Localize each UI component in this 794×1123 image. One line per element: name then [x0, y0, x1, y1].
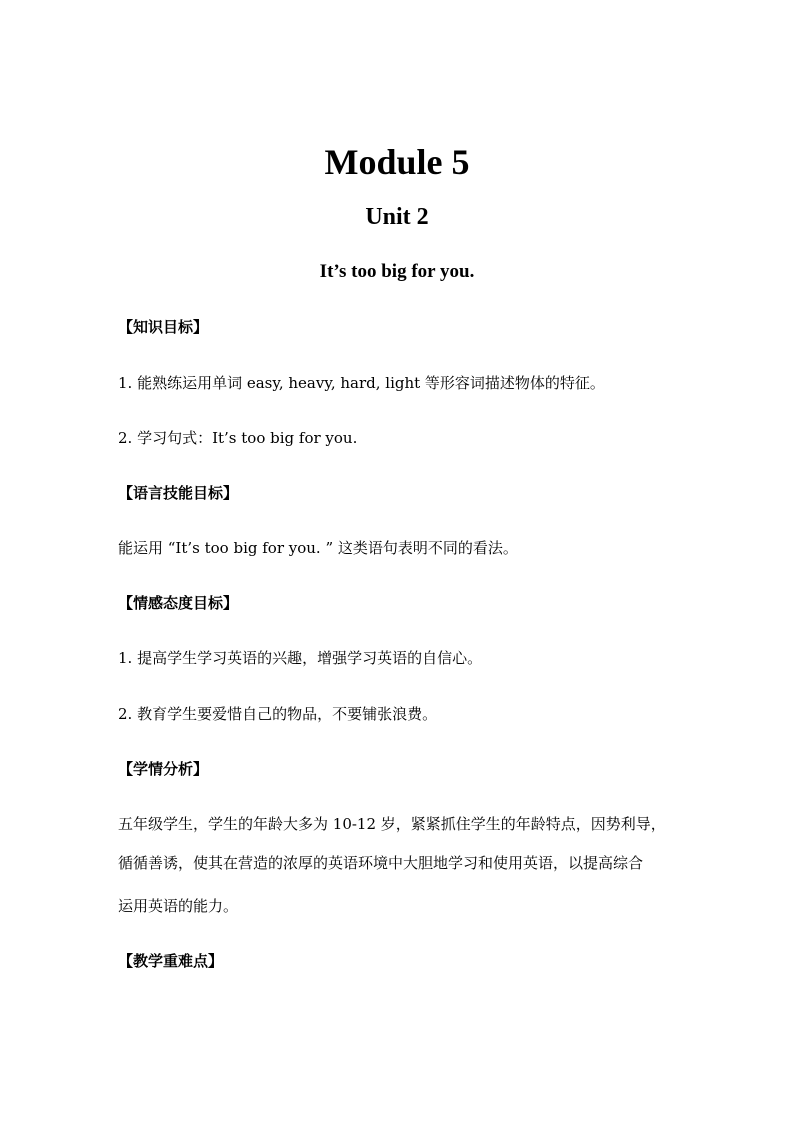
- analysis-line-2: 循循善诱，使其在营造的浓厚的英语环境中大胆地学习和使用英语，以提高综合: [118, 854, 644, 872]
- language-skills-heading: 【语言技能目标】: [118, 484, 239, 502]
- emotion-item-2: 2. 教育学生要爱惜自己的物品，不要铺张浪费。: [118, 705, 438, 723]
- language-skills-text: 能运用 “It’s too big for you. ” 这类语句表明不同的看法。: [118, 539, 518, 557]
- analysis-line-1: 五年级学生，学生的年龄大多为 10-12 岁，紧紧抓住学生的年龄特点，因势利导，: [118, 815, 666, 833]
- emotion-item-1: 1. 提高学生学习英语的兴趣，增强学习英语的自信心。: [118, 649, 483, 667]
- analysis-heading: 【学情分析】: [118, 760, 209, 778]
- knowledge-heading: 【知识目标】: [118, 318, 209, 336]
- knowledge-item-1: 1. 能熟练运用单词 easy, heavy, hard, light 等形容词描述物体的特征。: [118, 374, 605, 392]
- emotion-heading: 【情感态度目标】: [118, 594, 239, 612]
- lesson-title: It’s too big for you.: [319, 261, 475, 282]
- analysis-line-3: 运用英语的能力。: [118, 897, 239, 915]
- knowledge-item-2: 2. 学习句式：It’s too big for you.: [118, 429, 358, 447]
- key-points-heading: 【教学重难点】: [118, 952, 224, 970]
- module-title: Module 5: [324, 142, 470, 182]
- unit-title: Unit 2: [365, 204, 429, 230]
